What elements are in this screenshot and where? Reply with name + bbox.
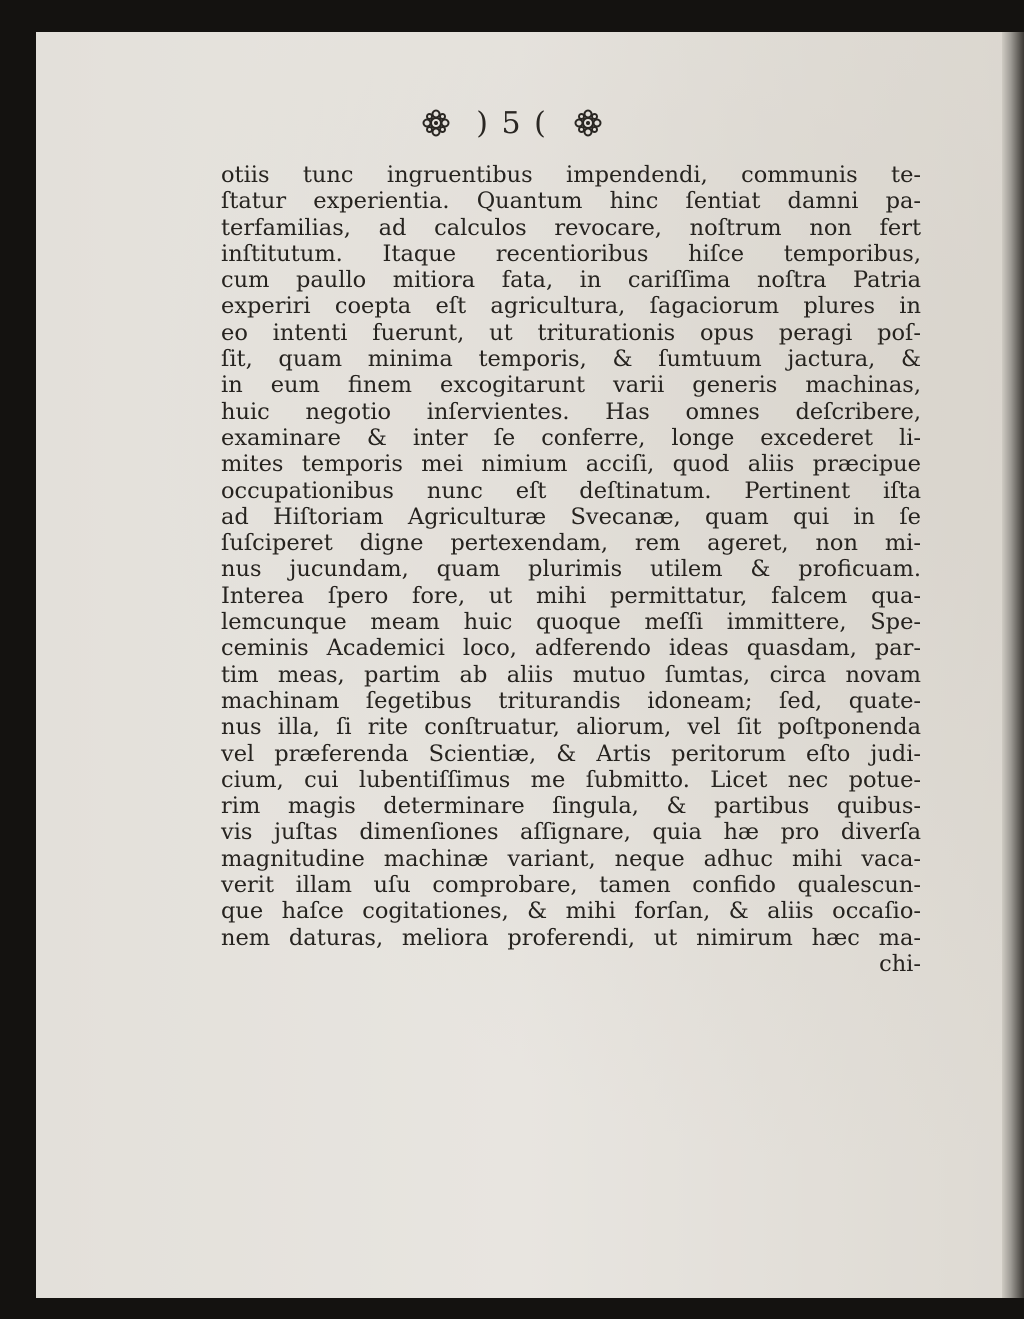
floral-fleuron-icon: [573, 108, 603, 138]
text-line: terfamilias, ad calculos revocare, noſtrum non fert: [221, 214, 921, 241]
floral-fleuron-icon: [421, 108, 451, 138]
text-line: occupationibus nunc eſt deſtinatum. Pertinent iſta: [221, 477, 921, 504]
text-line: nus jucundam, quam plurimis utilem & proficuam.: [221, 556, 921, 583]
text-line: huic negotio inſervientes. Has omnes deſcribere,: [221, 398, 921, 425]
text-line: magnitudine machinæ variant, neque adhuc mihi vaca-: [221, 845, 921, 872]
text-line: experiri coepta eſt agricultura, ſagaciorum plures in: [221, 293, 921, 320]
text-line: vis juſtas dimenſiones aſſignare, quia hæ pro diverſa: [221, 819, 921, 846]
text-line: cium, cui lubentiſſimus me ſubmitto. Licet nec potue-: [221, 766, 921, 793]
text-line: mites temporis mei nimium acciſi, quod aliis præcipue: [221, 451, 921, 478]
book-gutter: [1002, 32, 1024, 1298]
text-line: vel præferenda Scientiæ, & Artis peritorum eſto judi-: [221, 740, 921, 767]
text-line: cum paullo mitiora fata, in cariſſima noſtra Patria: [221, 267, 921, 294]
text-line: ſit, quam minima temporis, & ſumtuum jactura, &: [221, 346, 921, 373]
text-line: ceminis Academici loco, adferendo ideas quasdam, par-: [221, 635, 921, 662]
text-line: lemcunque meam huic quoque meſſi immittere, Spe-: [221, 609, 921, 636]
page-header: [0, 104, 1024, 141]
text-line: ad Hiſtoriam Agriculturæ Svecanæ, quam qui in ſe: [221, 503, 921, 530]
text-line: ſtatur experientia. Quantum hinc ſentiat damni pa-: [221, 188, 921, 215]
text-line: rim magis determinare ſingula, & partibus quibus-: [221, 793, 921, 820]
text-line: examinare & inter ſe conferre, longe excederet li-: [221, 424, 921, 451]
text-line: nus illa, ſi rite conſtruatur, aliorum, vel ſit poſtponenda: [221, 714, 921, 741]
text-line: nem daturas, meliora proferendi, ut nimirum hæc ma-: [221, 924, 921, 951]
text-line: eo intenti fuerunt, ut triturationis opus peragi poſ-: [221, 319, 921, 346]
text-line: Interea ſpero fore, ut mihi permittatur, falcem qua-: [221, 582, 921, 609]
body-text: [221, 162, 921, 977]
page-number: ) 5 (: [476, 105, 548, 141]
text-line: otiis tunc ingruentibus impendendi, communis te-: [221, 162, 921, 188]
text-line: verit illam uſu comprobare, tamen confido qualescun-: [221, 872, 921, 899]
text-line: in eum finem excogitarunt varii generis machinas,: [221, 372, 921, 399]
text-line: que haſce cogitationes, & mihi forſan, & aliis occaſio-: [221, 898, 921, 925]
catchword: chi-: [879, 950, 921, 977]
text-line: machinam ſegetibus triturandis idoneam; ſed, quate-: [221, 687, 921, 714]
text-line: inſtitutum. Itaque recentioribus hiſce temporibus,: [221, 240, 921, 267]
text-line: ſuſciperet digne pertexendam, rem ageret, non mi-: [221, 530, 921, 557]
text-line: tim meas, partim ab aliis mutuo ſumtas, circa novam: [221, 661, 921, 688]
